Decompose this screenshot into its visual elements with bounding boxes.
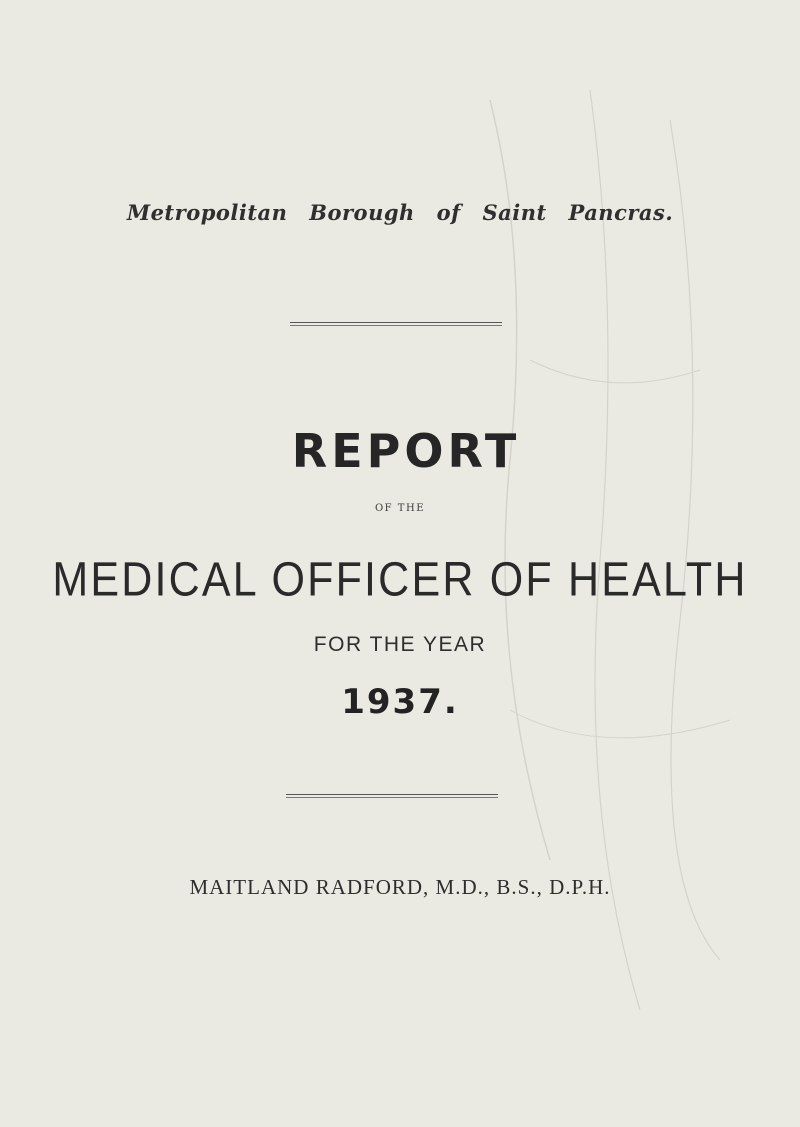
bottom-divider [286, 794, 498, 798]
for-the-year-label: FOR THE YEAR [313, 633, 487, 656]
medical-officer-heading: MEDICAL OFFICER OF HEALTH [52, 553, 748, 607]
top-divider [290, 322, 502, 326]
borough-heading: Metropolitan Borough of Saint Pancras. [126, 200, 674, 225]
report-title: REPORT [291, 424, 521, 478]
report-year: 1937. [341, 682, 459, 722]
of-the-label: OF THE [374, 503, 425, 514]
author-name: MAITLAND RADFORD, M.D., B.S., D.P.H. [189, 875, 611, 899]
